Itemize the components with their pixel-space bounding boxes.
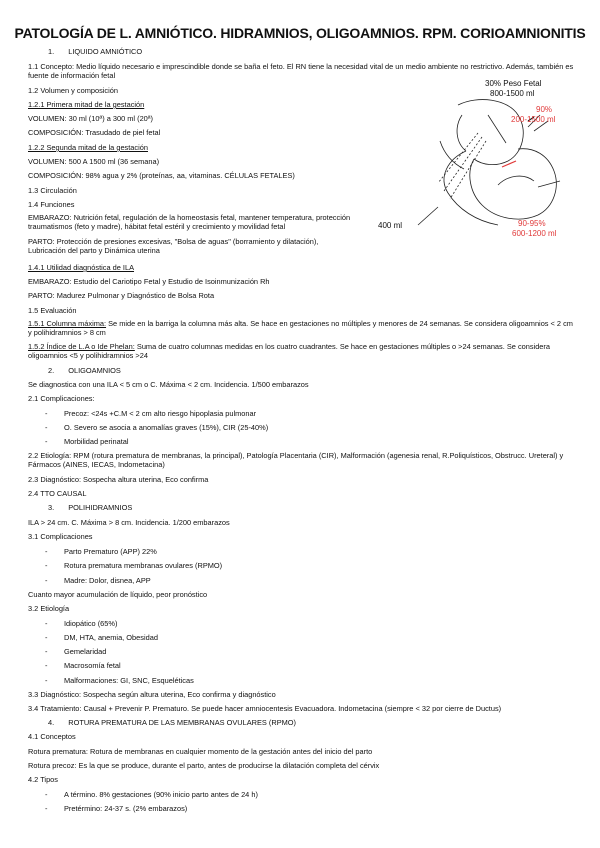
volume-first-half: VOLUMEN: 30 ml (10ª) a 300 ml (20ª): [28, 114, 153, 123]
subsection-1-4-1: 1.4.1 Utilidad diagnóstica de ILA: [28, 263, 135, 272]
section-3-heading: [48, 503, 132, 512]
diagnostic-pregnancy: EMBARAZO: Estudio del Cariotipo Fetal y Estudio de Isoinmunización Rh: [28, 277, 270, 286]
list-bullet: -: [45, 561, 48, 570]
phelan-index-paragraph: [28, 342, 576, 360]
list-item: Macrosomía fetal: [64, 661, 121, 670]
section-2-number: 2.: [48, 366, 55, 375]
list-item: O. Severo se asocia a anomalías graves (15%), CIR (25-40%): [64, 423, 269, 432]
figure-title: 30% Peso Fetal: [485, 79, 542, 88]
figure-range-3: 600-1200 ml: [512, 229, 557, 238]
list-item: Idiopático (65%): [64, 619, 118, 628]
figure-left-label: 400 ml: [378, 221, 403, 230]
list-item: Gemelaridad: [64, 647, 107, 656]
subsection-1-3: 1.3 Circulación: [28, 186, 77, 195]
section-4-number: 4.: [48, 718, 55, 727]
list-item: Rotura prematura membranas ovulares (RPMO): [64, 561, 223, 570]
subsection-3-3: 3.3 Diagnóstico: Sospecha según altura uterina, Eco confirma y diagnóstico: [28, 690, 276, 699]
premature-rupture-definition: Rotura prematura: Rotura de membranas en cualquier momento de la gestación antes del inicio del parto: [28, 747, 373, 756]
concept-paragraph: 1.1 Concepto: Medio líquido necesario e imprescindible donde se baña el feto. El RN tiene la necesidad vital de un medio ambiente no restrictivo. Además, también es fuente de información fetal: [28, 62, 574, 80]
list-bullet: -: [45, 676, 48, 685]
list-item: Parto Prematuro (APP) 22%: [64, 547, 157, 556]
section-1-heading: [48, 47, 142, 56]
section-4-title: ROTURA PREMATURA DE LAS MEMBRANAS OVULARES (RPMO): [68, 718, 297, 727]
list-bullet: -: [45, 409, 48, 418]
figure-range-2: 200-1500 ml: [511, 115, 556, 124]
max-column-text: Se mide en la barriga la columna más alta. Se hace en gestaciones no múltiples y menores de 24 semanas. Se considera oligoamnios < 2 cm y polihidramnios > 8 cm: [28, 319, 573, 337]
list-item: Pretérmino: 24-37 s. (2% embarazos): [64, 804, 188, 813]
amniotic-fluid-figure: [378, 75, 578, 245]
composition-first-half: COMPOSICIÓN: Trasudado de piel fetal: [28, 128, 161, 137]
subsection-1-2-1: 1.2.1 Primera mitad de la gestación: [28, 100, 145, 109]
phelan-index-text: Suma de cuatro columnas medidas en los cuatro cuadrantes. Se hace en gestaciones múltiples o >24 semanas. Se considera oligoamnios <5 y polihidramnios >24: [28, 342, 550, 360]
list-bullet: -: [45, 576, 48, 585]
subsection-2-4: 2.4 TTO CAUSAL: [28, 489, 87, 498]
list-bullet: -: [45, 790, 48, 799]
list-bullet: -: [45, 437, 48, 446]
etiology-paragraph: 2.2 Etiología: RPM (rotura prematura de membranas, la principal), Patología Placentaria (CIR), Malformación (agenesia renal, R.Poliquísticos, Obstrucc. Ureteral) y Fármacos (AINES, IECAS, Indometacina): [28, 451, 564, 469]
page-title: PATOLOGÍA DE L. AMNIÓTICO. HIDRAMNIOS, OLIGOAMNIOS. RPM. CORIOAMNIONITIS: [14, 25, 586, 41]
section-3-title: POLIHIDRAMNIOS: [68, 503, 133, 512]
subsection-3-4: 3.4 Tratamiento: Causal + Prevenir P. Prematuro. Se puede hacer amniocentesis Evacuadora. Indometacina (siempre < 32 por cierre de Ductus): [28, 704, 502, 713]
section-4-heading: [48, 718, 296, 727]
subsection-1-5: 1.5 Evaluación: [28, 306, 77, 315]
list-item: A término. 8% gestaciones (90% inicio parto antes de 24 h): [64, 790, 258, 799]
figure-pct-2: 90-95%: [518, 219, 546, 228]
subsection-4-1: 4.1 Conceptos: [28, 732, 76, 741]
max-column-paragraph: [28, 319, 576, 337]
list-bullet: -: [45, 619, 48, 628]
figure-range-1: 800-1500 ml: [490, 89, 535, 98]
section-1-number: 1.: [48, 47, 55, 56]
phelan-index-label: 1.5.2 Índice de L.A o Ide Phelan:: [28, 342, 135, 351]
list-item: Precoz: <24s +C.M < 2 cm alto riesgo hipoplasia pulmonar: [64, 409, 257, 418]
section-2-title: OLIGOAMNIOS: [68, 366, 121, 375]
volume-second-half: VOLUMEN: 500 A 1500 ml (36 semana): [28, 157, 160, 166]
subsection-4-2: 4.2 Tipos: [28, 775, 58, 784]
subsection-2-3: 2.3 Diagnóstico: Sospecha altura uterina, Eco confirma: [28, 475, 209, 484]
list-bullet: -: [45, 547, 48, 556]
composition-second-half: COMPOSICIÓN: 98% agua y 2% (proteínas, aa, vitaminas. CÉLULAS FETALES): [28, 171, 295, 180]
section-2-heading: [48, 366, 121, 375]
list-item: Morbilidad perinatal: [64, 437, 129, 446]
oligoamnios-intro: Se diagnostica con una ILA < 5 cm o C. Máxima < 2 cm. Incidencia. 1/500 embarazos: [28, 380, 309, 389]
list-bullet: -: [45, 661, 48, 670]
list-bullet: -: [45, 647, 48, 656]
diagnostic-labor: PARTO: Madurez Pulmonar y Diagnóstico de Bolsa Rota: [28, 291, 215, 300]
subsection-1-2: 1.2 Volumen y composición: [28, 86, 118, 95]
fetus-sketch: [378, 75, 578, 245]
figure-pct-1: 90%: [536, 105, 553, 114]
subsection-1-2-2: 1.2.2 Segunda mitad de la gestación: [28, 143, 148, 152]
section-1-title: LIQUIDO AMNIÓTICO: [68, 47, 143, 56]
subsection-3-2: 3.2 Etiología: [28, 604, 70, 613]
list-item: Madre: Dolor, disnea, APP: [64, 576, 151, 585]
functions-pregnancy: EMBARAZO: Nutrición fetal, regulación de la homeostasis fetal, mantener temperatura, protección traumatismos (feto y madre), hábitat fetal estéril y crecimiento y movilidad fetal: [28, 213, 351, 231]
section-3-number: 3.: [48, 503, 55, 512]
prognosis-note: Cuanto mayor acumulación de líquido, peor pronóstico: [28, 590, 208, 599]
early-rupture-definition: Rotura precoz: Es la que se produce, durante el parto, antes de producirse la dilatación completa del cérvix: [28, 761, 380, 770]
list-bullet: -: [45, 804, 48, 813]
list-bullet: -: [45, 423, 48, 432]
subsection-1-4: 1.4 Funciones: [28, 200, 75, 209]
list-bullet: -: [45, 633, 48, 642]
subsection-3-1: 3.1 Complicaciones: [28, 532, 93, 541]
subsection-2-1: 2.1 Complicaciones:: [28, 394, 95, 403]
list-item: Malformaciones: GI, SNC, Esqueléticas: [64, 676, 194, 685]
polyhydramnios-intro: ILA > 24 cm. C. Máxima > 8 cm. Incidencia. 1/200 embarazos: [28, 518, 230, 527]
list-item: DM, HTA, anemia, Obesidad: [64, 633, 158, 642]
max-column-label: 1.5.1 Columna máxima:: [28, 319, 107, 328]
functions-labor: PARTO: Protección de presiones excesivas, "Bolsa de aguas" (borramiento y dilatación), Lubricación del parto y Dinámica uterina: [28, 237, 319, 255]
